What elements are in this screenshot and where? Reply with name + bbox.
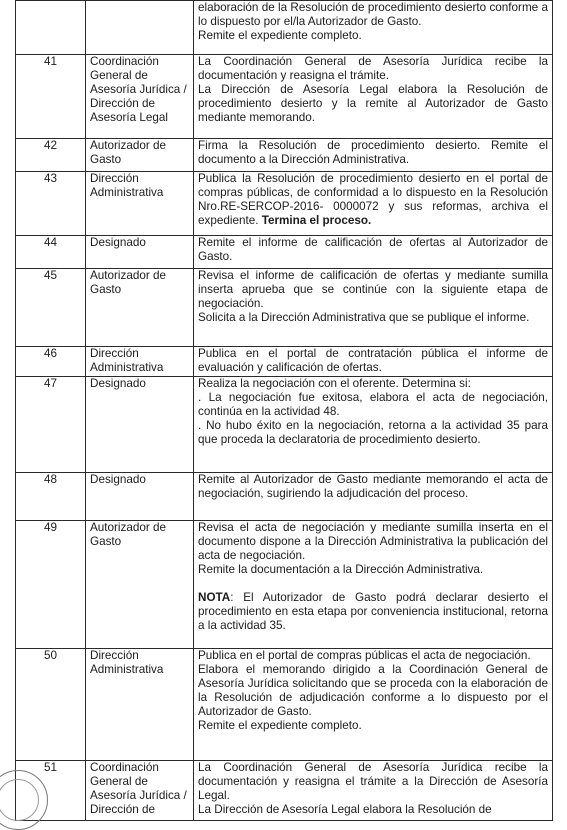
responsible-role: Dirección Administrativa xyxy=(86,649,194,761)
responsible-role xyxy=(86,1,194,55)
responsible-role: Dirección Administrativa xyxy=(86,347,194,377)
activity-description xyxy=(194,377,553,473)
description-paragraph: . No hubo éxito en la negociación, retorna a la actividad 35 para que proceda la declaratoria de procedimiento desierto. xyxy=(198,419,548,446)
activity-description xyxy=(194,269,553,347)
activity-number: 45 xyxy=(16,269,86,347)
activity-description xyxy=(194,172,553,236)
table-row xyxy=(16,761,553,821)
activity-description xyxy=(194,55,553,139)
table-row xyxy=(16,1,553,55)
description-paragraph: Revisa el informe de calificación de ofertas y mediante sumilla inserta aprueba que se continúe con la siguiente etapa de negociación. xyxy=(198,269,548,310)
note-paragraph xyxy=(198,591,548,633)
note-label: NOTA xyxy=(198,591,231,604)
responsible-role: Autorizador de Gasto xyxy=(86,139,194,172)
description-paragraph: Firma la Resolución de procedimiento desierto. Remite el documento a la Dirección Administrativa. xyxy=(198,139,548,166)
paragraph-gap xyxy=(198,577,548,591)
table-row xyxy=(16,473,553,521)
activity-number: 49 xyxy=(16,521,86,649)
responsible-role: Coordinación General de Asesoría Jurídica / Dirección de Asesoría Legal xyxy=(86,55,194,139)
activity-description xyxy=(194,761,553,821)
responsible-role: Autorizador de Gasto xyxy=(86,521,194,649)
activity-number: 48 xyxy=(16,473,86,521)
activity-description xyxy=(194,521,553,649)
table-row xyxy=(16,172,553,236)
activity-description xyxy=(194,473,553,521)
table-row xyxy=(16,55,553,139)
activity-description xyxy=(194,139,553,172)
responsible-role: Coordinación General de Asesoría Jurídica / Dirección de xyxy=(86,761,194,821)
description-paragraph: Realiza la negociación con el oferente. Determina si: xyxy=(198,377,471,390)
description-paragraph: La Dirección de Asesoría Legal elabora la Resolución de xyxy=(198,803,492,816)
description-paragraph: Remite el expediente completo. xyxy=(198,719,362,732)
activity-number: 51 xyxy=(16,761,86,821)
responsible-role: Autorizador de Gasto xyxy=(86,269,194,347)
responsible-role: Dirección Administrativa xyxy=(86,172,194,236)
activity-description xyxy=(194,1,553,55)
description-paragraph: . La negociación fue exitosa, elabora el acta de negociación, continúa en la actividad 48. xyxy=(198,391,548,418)
description-paragraph: Revisa el acta de negociación y mediante sumilla inserta en el documento dispone a la Dirección Administrativa la publicación del acta de negociación. xyxy=(198,521,548,562)
activity-number: 46 xyxy=(16,347,86,377)
description-paragraph: Remite al Autorizador de Gasto mediante memorando el acta de negociación, sugiriendo la adjudicación del proceso. xyxy=(198,473,548,500)
activity-number: 42 xyxy=(16,139,86,172)
activity-number: 41 xyxy=(16,55,86,139)
procedure-table xyxy=(15,0,553,821)
description-paragraph: Remite el expediente completo. xyxy=(198,29,362,42)
activity-number: 44 xyxy=(16,236,86,269)
description-paragraph: La Coordinación General de Asesoría Jurídica recibe la documentación y reasigna el trámite a la Dirección de Asesoría Legal. xyxy=(198,761,548,802)
table-row xyxy=(16,649,553,761)
activity-number: 50 xyxy=(16,649,86,761)
description-paragraph: Solicita a la Dirección Administrativa que se publique el informe. xyxy=(198,311,530,324)
activity-number xyxy=(16,1,86,55)
table-row xyxy=(16,236,553,269)
description-paragraph: La Dirección de Asesoría Legal elabora la Resolución de procedimiento desierto y la remite al Autorizador de Gasto mediante memorando. xyxy=(198,83,548,124)
description-paragraph: Elabora el memorando dirigido a la Coordinación General de Asesoría Jurídica solicitando que se proceda con la elaboración de la Resolución de adjudicación conforme a lo dispuesto por el Autorizador de Gasto. xyxy=(198,663,548,718)
note-text: : El Autorizador de Gasto podrá declarar desierto el procedimiento en esta etapa por conveniencia institucional, retorna a la actividad 35. xyxy=(198,591,548,632)
process-end-text: Termina el proceso. xyxy=(261,214,372,227)
responsible-role: Designado xyxy=(86,236,194,269)
table-row xyxy=(16,347,553,377)
activity-number: 43 xyxy=(16,172,86,236)
activity-description xyxy=(194,347,553,377)
table-row xyxy=(16,521,553,649)
description-paragraph: La Coordinación General de Asesoría Jurídica recibe la documentación y reasigna el trámite. xyxy=(198,55,548,82)
responsible-role: Designado xyxy=(86,377,194,473)
description-paragraph: Publica la Resolución de procedimiento desierto en el portal de compras públicas, de conformidad a lo dispuesto en la Resolución Nro.RE-SERCOP-2016- 0000072 y sus reformas, archiva el expediente. xyxy=(198,172,548,227)
responsible-role: Designado xyxy=(86,473,194,521)
table-row xyxy=(16,139,553,172)
description-paragraph: Publica en el portal de compras públicas el acta de negociación. xyxy=(198,649,531,662)
table-row xyxy=(16,377,553,473)
activity-description xyxy=(194,649,553,761)
description-paragraph: Remite la documentación a la Dirección Administrativa. xyxy=(198,563,484,576)
activity-description xyxy=(194,236,553,269)
table-row xyxy=(16,269,553,347)
description-paragraph: Remite el informe de calificación de ofertas al Autorizador de Gasto. xyxy=(198,236,548,263)
description-paragraph: elaboración de la Resolución de procedimiento desierto conforme a lo dispuesto por el/la Autorizador de Gasto. xyxy=(198,1,548,28)
activity-number: 47 xyxy=(16,377,86,473)
description-paragraph: Publica en el portal de contratación pública el informe de evaluación y calificación de ofertas. xyxy=(198,347,548,374)
